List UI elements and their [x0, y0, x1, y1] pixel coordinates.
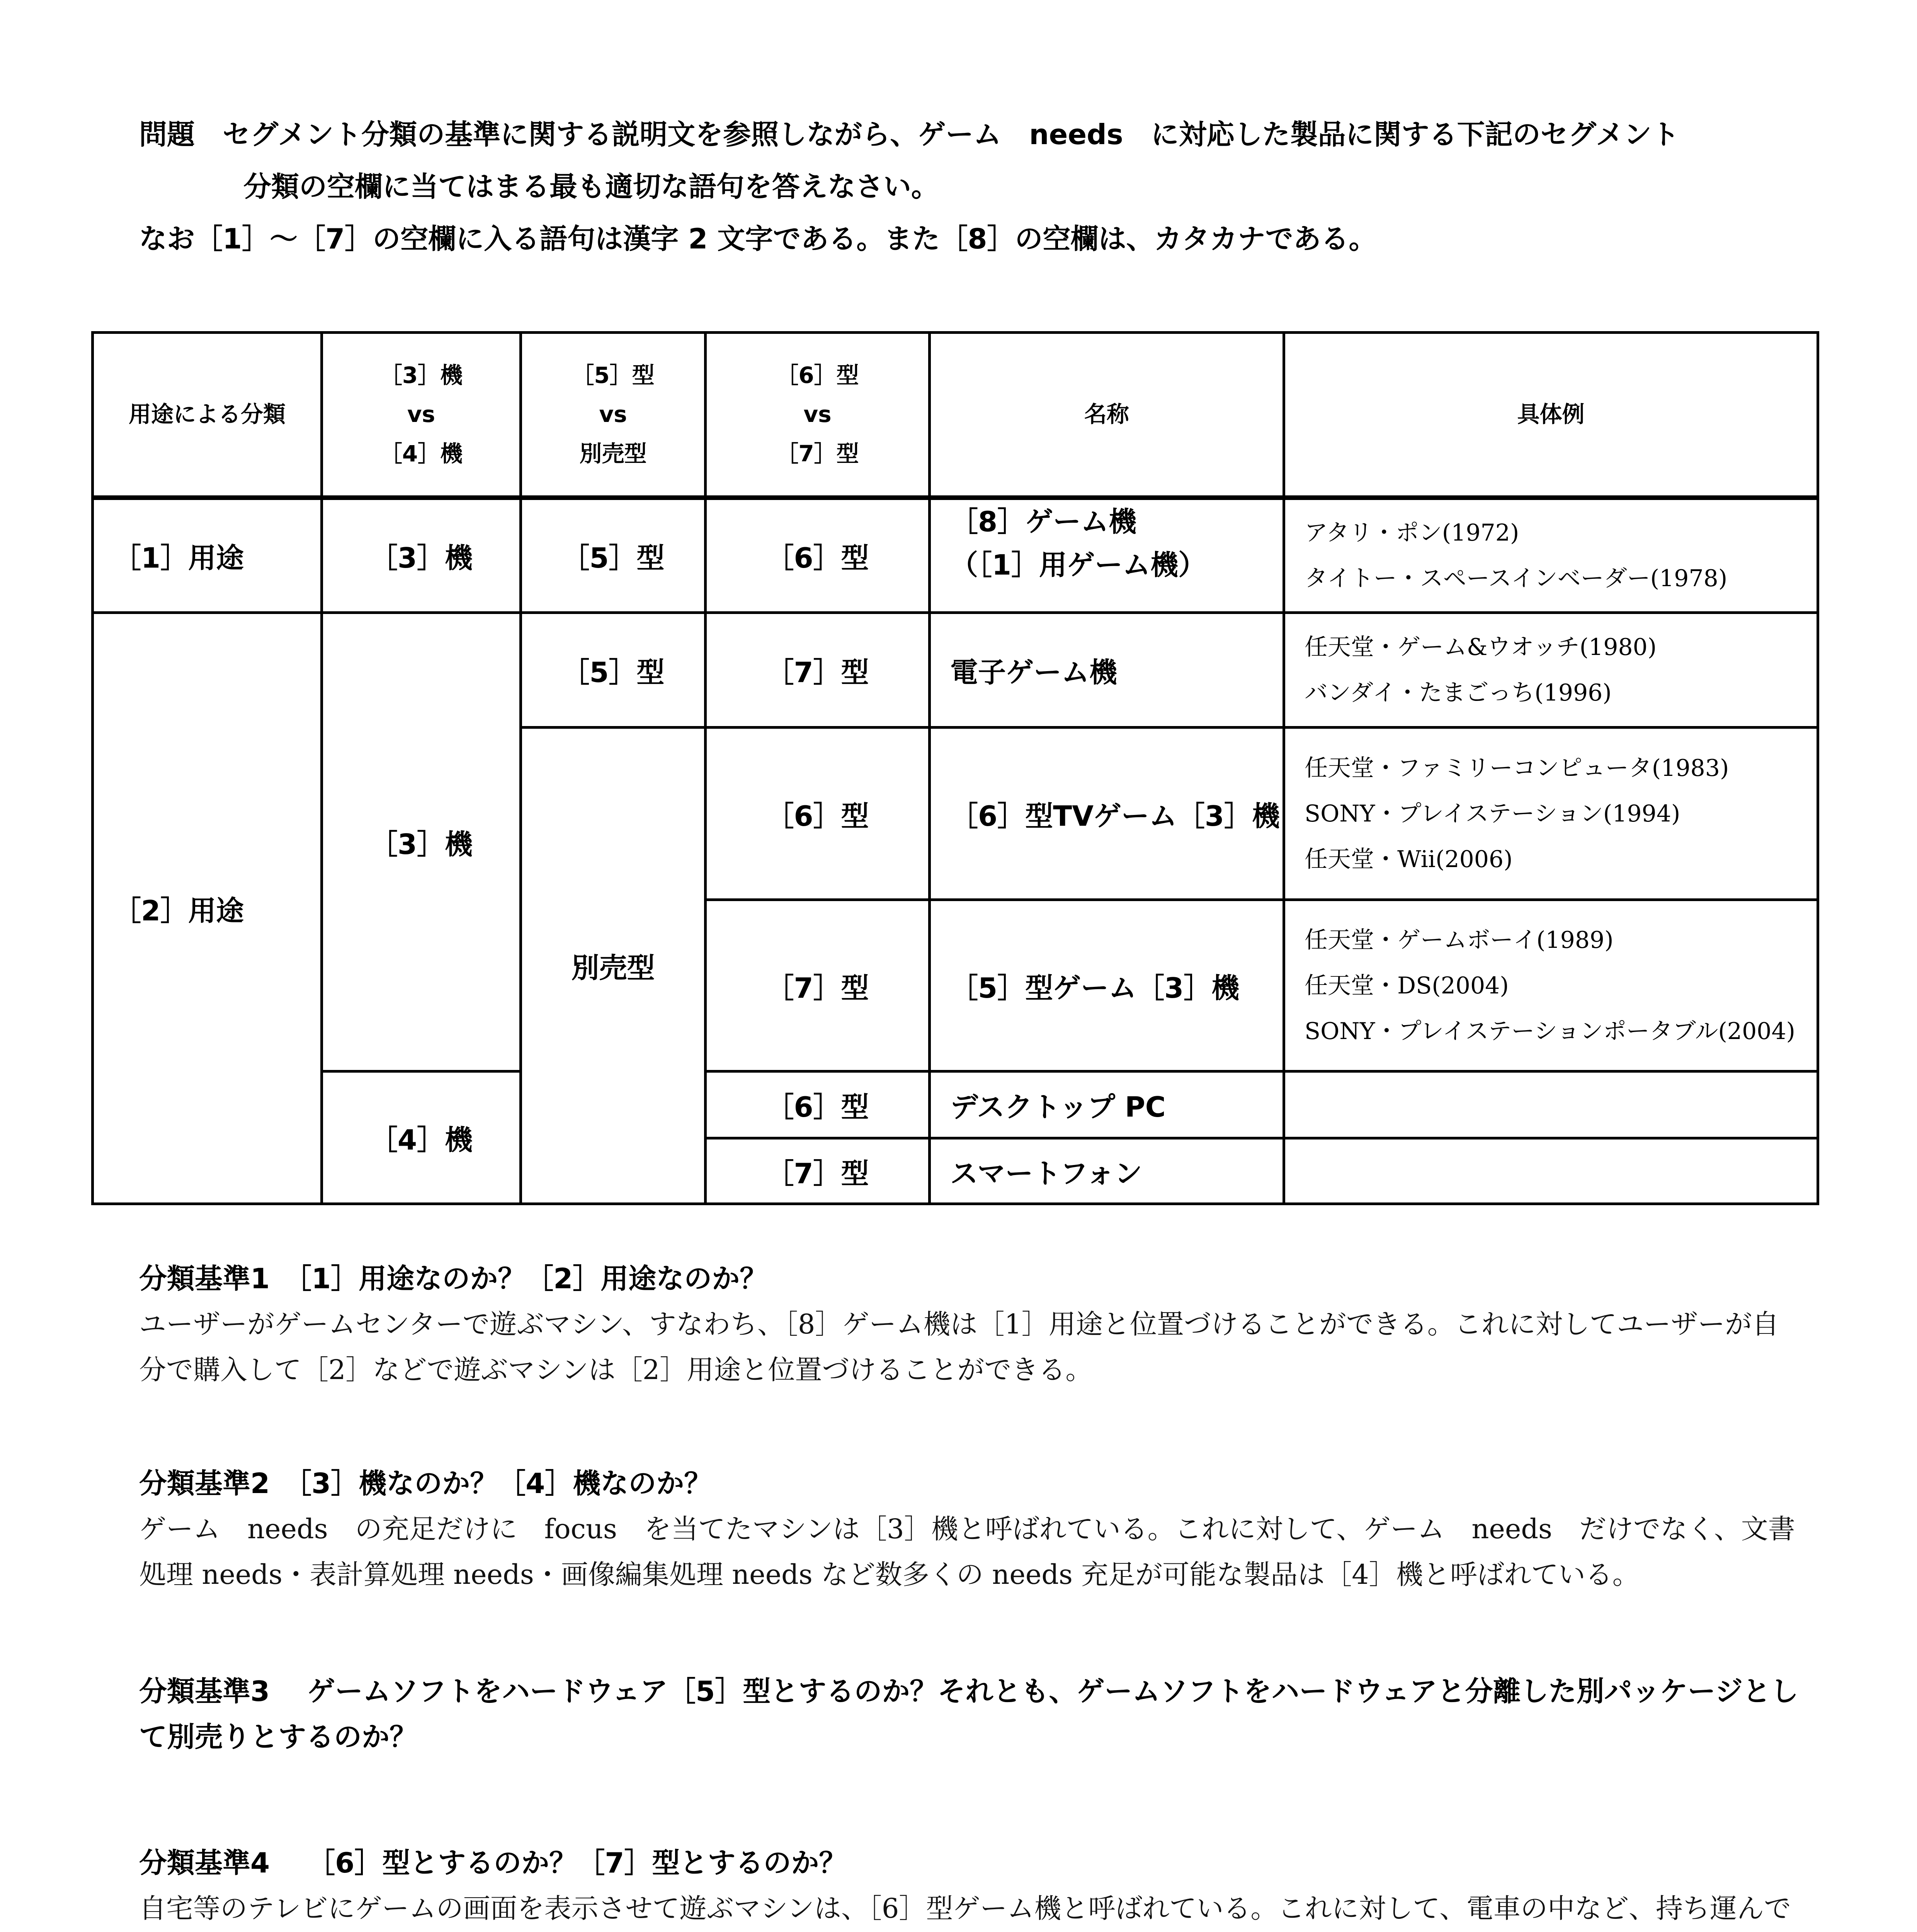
row2d-name: デスクトップ PC	[950, 1091, 1166, 1123]
criterion-3	[139, 1668, 1801, 1760]
row2c-examples: 任天堂・ゲームボーイ(1989) 任天堂・DS(2004) SONY・プレイステーションポータブル(2004)	[1305, 926, 1795, 1045]
question-line-2: 分類の空欄に当てはまる最も適切な語句を答えなさい。	[243, 170, 939, 203]
row1-type5: ［5］型	[561, 542, 665, 574]
header-portability-type: ［6］型 vs ［7］型	[776, 362, 859, 467]
row2-sep-type: 別売型	[571, 952, 655, 984]
criterion-2-title: 分類基準2 ［3］機なのか？［4］機なのか？	[139, 1467, 712, 1500]
row2d-type6: ［6］型	[766, 1091, 869, 1123]
criterion-4-title: 分類基準4 ［6］型とするのか？［7］型とするのか？	[139, 1847, 847, 1879]
row2-usage: ［2］用途	[113, 894, 244, 927]
criterion-3-title: 分類基準3 ゲームソフトをハードウェア［5］型とするのか？それとも、ゲームソフトをハードウェアと分離した別パッケージとして別売りとするのか？	[139, 1675, 1799, 1753]
row2b-type6: ［6］型	[766, 799, 869, 832]
row2a-examples: 任天堂・ゲーム&ウオッチ(1980) バンダイ・たまごっち(1996)	[1305, 634, 1657, 706]
header-usage: 用途による分類	[128, 401, 286, 428]
row2a-type5: ［5］型	[561, 656, 665, 689]
row2b-examples: 任天堂・ファミリーコンピュータ(1983) SONY・プレイステーション(1994) 任天堂・Wii(2006)	[1305, 754, 1729, 873]
row1-machine: ［3］機	[369, 542, 473, 574]
row1-name: ［8］ゲーム機 （［1］用ゲーム機）	[950, 505, 1206, 581]
criterion-1-body: ユーザーがゲームセンターで遊ぶマシン、すなわち、［8］ゲーム機は［1］用途と位置づけることができる。これに対してユーザーが自分で購入して［2］などで遊ぶマシンは［2］用途と位置づけることができる。	[139, 1308, 1779, 1386]
row1-type6: ［6］型	[766, 542, 869, 574]
criterion-2	[139, 1461, 1801, 1597]
row2-machine3: ［3］機	[369, 828, 473, 861]
row2e-type6: ［7］型	[766, 1157, 869, 1190]
header-software-type: ［5］型 vs 別売型	[572, 362, 655, 467]
question-line-3: なお［1］～［7］の空欄に入る語句は漢字 2 文字である。また［8］の空欄は、カタカナである。	[139, 223, 1377, 255]
row2e-name: スマートフォン	[950, 1157, 1142, 1190]
criterion-2-body: ゲーム needs の充足だけに focus を当てたマシンは［3］機と呼ばれている。これに対して、ゲーム needs だけでなく、文書処理 needs・表計算処理 needs・画像編集処理 needs など数多くの needs 充足が可能な製品は［4］機と呼ばれている。	[139, 1513, 1795, 1590]
row2a-name: 電子ゲーム機	[950, 656, 1118, 689]
question-line-1: 問題 セグメント分類の基準に関する説明文を参照しながら、ゲーム needs に対応した製品に関する下記のセグメント	[139, 118, 1679, 151]
header-examples: 具体例	[1517, 401, 1585, 428]
criterion-1	[139, 1256, 1801, 1393]
header-machine-type: ［3］機 vs ［4］機	[379, 362, 463, 467]
row1-examples: アタリ・ポン(1972) タイトー・スペースインベーダー(1978)	[1305, 519, 1728, 592]
criterion-1-title: 分類基準1 ［1］用途なのか？［2］用途なのか？	[139, 1262, 768, 1295]
criterion-4	[139, 1840, 1801, 1932]
criterion-4-body: 自宅等のテレビにゲームの画面を表示させて遊ぶマシンは、［6］型ゲーム機と呼ばれている。これに対して、電車の中など、持ち運んで	[139, 1893, 1791, 1924]
row2b-name: ［6］型TVゲーム［3］機	[950, 799, 1280, 832]
row1-usage: ［1］用途	[113, 542, 244, 574]
row2-machine4: ［4］機	[369, 1124, 473, 1156]
row2a-type6: ［7］型	[766, 656, 869, 689]
row2c-type6: ［7］型	[766, 971, 869, 1004]
segment-table	[91, 331, 1819, 1205]
header-name: 名称	[1084, 401, 1129, 428]
row2c-name: ［5］型ゲーム［3］機	[950, 971, 1240, 1004]
